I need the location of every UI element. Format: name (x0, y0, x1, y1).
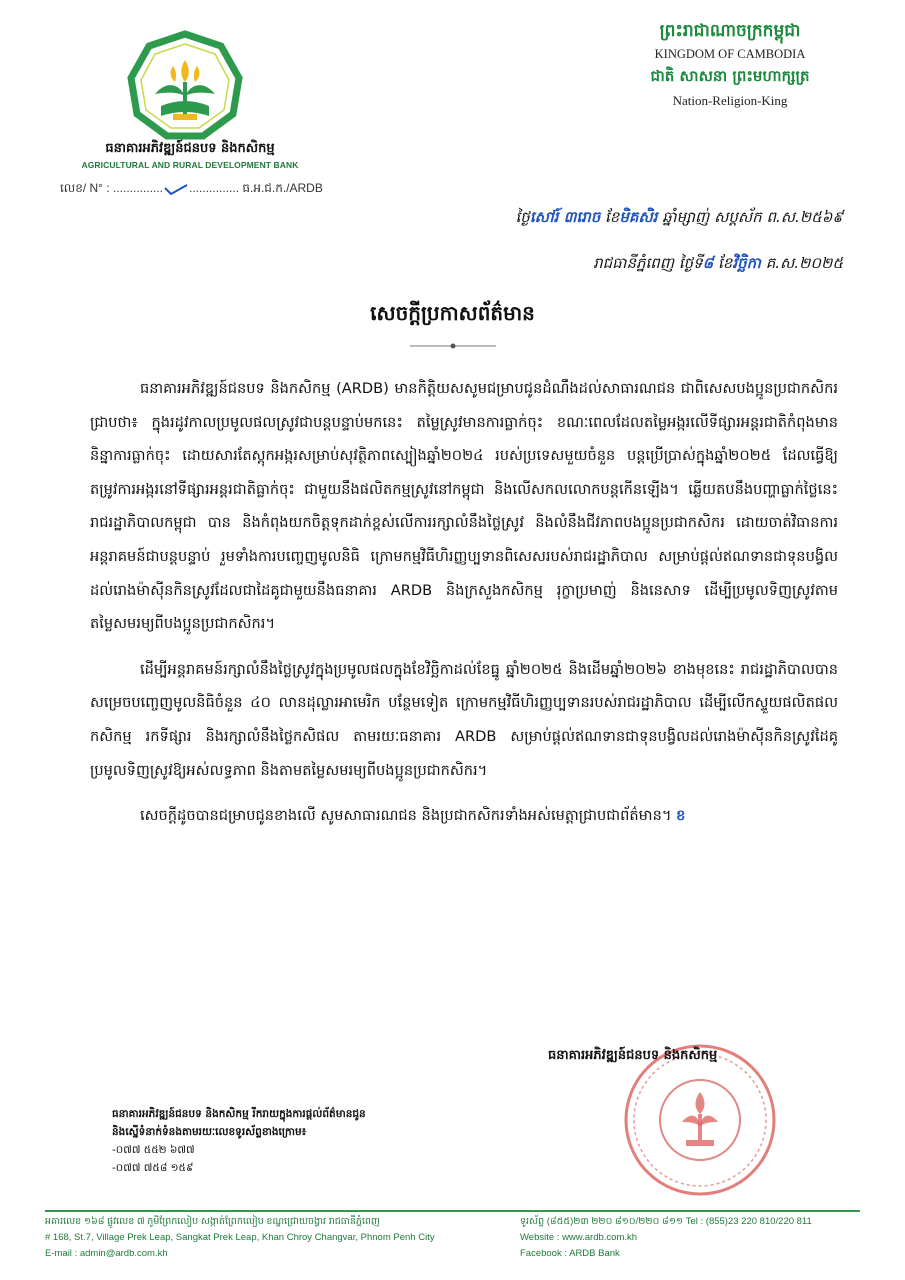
page-title: សេចក្តីប្រកាសព័ត៌មាន (370, 301, 535, 325)
ref-prefix: លេខ/ N° : (60, 181, 110, 195)
contact-block (112, 1105, 366, 1177)
handwritten-month: វិច្ឆិកា (732, 254, 761, 272)
date-text: រាជធានីភ្នំពេញ ថ្ងៃទី (593, 254, 703, 272)
email: E-mail : admin@ardb.com.kh (45, 1248, 168, 1259)
contact-line-2: និងស្នើទំនាក់ទំនងតាមរយៈលេខទូរស័ព្ទខាងក្រោម៖ (112, 1126, 307, 1138)
announcement-body (90, 372, 838, 845)
ardb-logo (125, 30, 245, 140)
motto-km: ជាតិ សាសនា ព្រះមហាក្សត្រ (650, 67, 810, 85)
date-text: គ.ស.២០២៥ (765, 254, 843, 272)
contact-phone-2: -០៧៧ ៧៥៨ ១៥៩ (112, 1162, 194, 1174)
handwritten-initials: ខ (676, 807, 686, 825)
reference-number (60, 180, 323, 198)
signature-org: ធនាគារអភិវឌ្ឍន៍ជនបទ និងកសិកម្ម (548, 1048, 718, 1063)
ref-dots-left: ............... (113, 181, 164, 195)
date-text: ថ្ងៃ (515, 208, 530, 226)
paragraph-3 (90, 799, 838, 833)
address-en: # 168, St.7, Village Prek Leap, Sangkat Prek Leap, Khan Chroy Changvar, Phnom Penh City (45, 1232, 435, 1243)
handwritten-day: សៅរ៍ ៣រោច (529, 208, 601, 226)
phone: ទូរស័ព្ទ (៨៥៥)២៣ ២២០ ៨១០/២២០ ៨១១ Tel : (855)23 220 810/220 811 (520, 1216, 812, 1227)
footer-address (45, 1214, 435, 1262)
date-text: ខែ (718, 254, 733, 272)
date-text: ឆ្នាំម្សាញ់ សប្តស័ក ព.ស.២៥៦៩ (662, 208, 843, 226)
bank-name-en: AGRICULTURAL AND RURAL DEVELOPMENT BANK (81, 160, 299, 170)
checkmark-icon (163, 183, 189, 195)
kingdom-header (600, 18, 860, 114)
handwritten-month: មិគសិរ (619, 208, 658, 226)
paragraph-3-text: សេចក្តីដូចបានជម្រាបជូនខាងលើ សូមសាធារណជន និងប្រជាកសិករទាំងអស់មេត្តាជ្រាបជាព័ត៌មាន។ (140, 807, 672, 825)
facebook-link[interactable]: Facebook : ARDB Bank (520, 1248, 620, 1259)
motto-en: Nation-Religion-King (672, 93, 788, 108)
footer-divider (45, 1210, 860, 1212)
solar-date (593, 254, 843, 276)
footer-contact (520, 1214, 812, 1262)
website-link[interactable]: Website : www.ardb.com.kh (520, 1232, 638, 1243)
kingdom-name-km: ព្រះរាជាណាចក្រកម្ពុជា (659, 21, 801, 41)
contact-phone-1: -០៧៧ ៥៥២ ៦៧៧ (112, 1144, 195, 1156)
ref-suffix: ធ.អ.ជ.ក./ARDB (242, 181, 323, 195)
address-km: អគារលេខ ១៦៨ ផ្លូវលេខ ៧ ភូមិព្រែកលៀប សង្កាត់ព្រែកលៀប ខណ្ឌជ្រោយចង្វារ រាជធានីភ្នំពេញ (45, 1216, 380, 1227)
date-text: ខែ (605, 208, 620, 226)
paragraph-1: ធនាគារអភិវឌ្ឍន៍ជនបទ និងកសិកម្ម (ARDB) មានកិត្តិយសសូមជម្រាបជូនដំណឹងដល់សាធារណជន ជាពិសេសបងប្អូនប្រជាកសិករ ជ្រាបថា៖ ក្នុងរដូវកាលប្រមូលផលស្រូវជាបន្តបន្ទាប់មកនេះ តម្លៃស្រូវមានការធ្លាក់ចុះ ខណៈពេលដែលតម្លៃអង្ករលើទីផ្សារអន្តរជាតិកំពុងមាននិន្នាការធ្លាក់ចុះ ដោយសារតែស្តុកអង្ករសម្រាប់សុវត្ថិភាពស្បៀងឆ្នាំ២០២៤ របស់ប្រទេសមួយចំនួន បន្តប្រើប្រាស់ក្នុងឆ្នាំ២០២៥ ដែលធ្វើឱ្យតម្រូវការអង្ករនៅទីផ្សារអន្តរជាតិធ្លាក់ចុះ ជាមួយនឹងផលិតកម្មស្រូវនៅកម្ពុជា និងលើសកលលោកបន្តកើនឡើង។ ឆ្លើយតបនឹងបញ្ហាធ្លាក់ថ្លៃនេះ រាជរដ្ឋាភិបាលកម្ពុជា បាន និងកំពុងយកចិត្តទុកដាក់ខ្ពស់លើការរក្សាលំនឹងថ្លៃស្រូវ និងលំនឹងជីវភាពបងប្អូនប្រជាកសិករ ដោយចាត់វិធានការអន្តរាគមន៍ជាបន្តបន្ទាប់ រួមទាំងការបញ្ចេញមូលនិធិ ក្រោមកម្មវិធីហិរញ្ញប្បទានពិសេសរបស់រាជរដ្ឋាភិបាល សម្រាប់ផ្តល់ឥណទានជាទុនបង្វិលដល់រោងម៉ាស៊ីនកិនស្រូវដែលជាដៃគូជាមួយនឹងធនាគារ ARDB និងក្រសួងកសិកម្ម រុក្ខាប្រមាញ់ និងនេសាទ ដើម្បីប្រមូលទិញស្រូវតាមតម្លៃសមរម្យពីបងប្អូនប្រជាកសិករ។ (90, 380, 838, 633)
lunar-date (516, 208, 843, 230)
ref-dots-right: ............... (189, 181, 240, 195)
title-divider (410, 343, 496, 349)
handwritten-day: ៨ (702, 254, 714, 272)
contact-line-1: ធនាគារអភិវឌ្ឍន៍ជនបទ និងកសិកម្ម រីករាយក្នុងការផ្តល់ព័ត៌មានជូន (112, 1108, 366, 1120)
paragraph-2: ដើម្បីអន្តរាគមន៍រក្សាលំនឹងថ្លៃស្រូវក្នុងប្រមូលផលក្នុងខែវិច្ឆិកាដល់ខែធ្នូ ឆ្នាំ២០២៥ និងដើមឆ្នាំ២០២៦ ខាងមុខនេះ រាជរដ្ឋាភិបាលបានសម្រេចបញ្ចេញមូលនិធិចំនួន ៤០ លានដុល្លារអាមេរិក បន្ថែមទៀត ក្រោមកម្មវិធីហិរញ្ញប្បទានរបស់រាជរដ្ឋាភិបាល ដើម្បីលើកស្ទួយផលិតផលកសិកម្ម រកទីផ្សារ និងរក្សាលំនឹងថ្លៃកសិផល តាមរយៈធនាគារ ARDB សម្រាប់ផ្តល់ឥណទានជាទុនបង្វិលដល់រោងម៉ាស៊ីនកិនស្រូវដៃគូ ប្រមូលទិញស្រូវឱ្យអស់លទ្ធភាព និងតាមតម្លៃសមរម្យពីបងប្អូនប្រជាកសិករ។ (90, 660, 838, 779)
kingdom-name-en: KINGDOM OF CAMBODIA (654, 47, 806, 61)
bank-name-km: ធនាគារអភិវឌ្ឍន៍ជនបទ និងកសិកម្ម (105, 141, 275, 156)
